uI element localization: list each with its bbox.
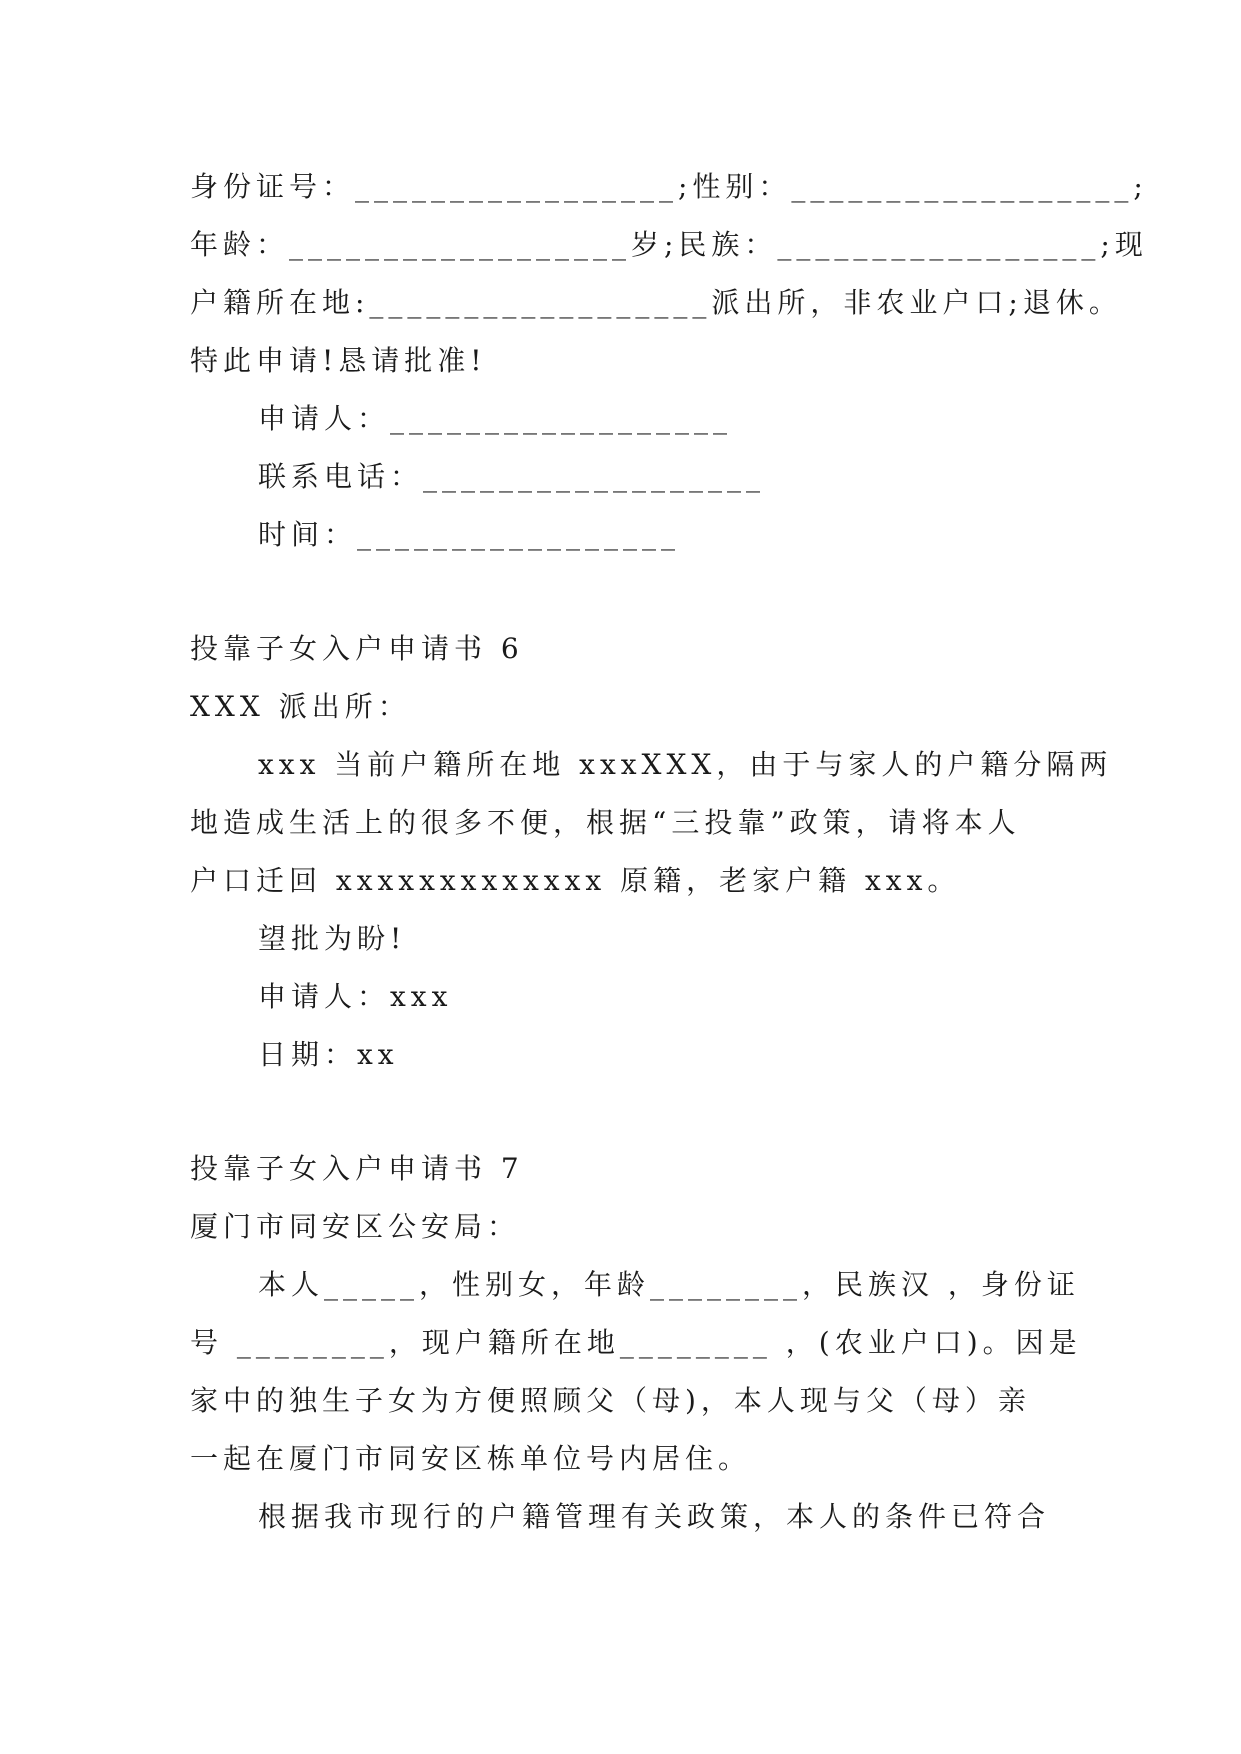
request-approval-line: 特此申请!恳请批准! xyxy=(190,344,487,377)
body-7-line-4: 一起在厦门市同安区栋单位号内居住。 xyxy=(190,1442,752,1475)
id-gender-line: 身份证号：_________________;性别：__________________; xyxy=(190,170,1148,203)
section-title-6: 投靠子女入户申请书 6 xyxy=(190,632,524,665)
closing-6: 望批为盼! xyxy=(258,922,407,955)
section-title-7: 投靠子女入户申请书 7 xyxy=(190,1152,524,1185)
body-6-line-2: 地造成生活上的很多不便，根据“三投靠”政策，请将本人 xyxy=(190,806,1021,839)
body-7-line-1: 本人_____，性别女，年龄________，民族汉 ，身份证 xyxy=(258,1268,1080,1301)
body-7-line-5: 根据我市现行的户籍管理有关政策，本人的条件已符合 xyxy=(258,1500,1051,1533)
age-ethnicity-line: 年龄：__________________岁;民族：_________________;现 xyxy=(190,228,1148,261)
household-location-line: 户籍所在地:__________________派出所，非农业户口;退休。 xyxy=(190,286,1122,319)
body-6-line-1: xxx 当前户籍所在地 xxxXXX，由于与家人的户籍分隔两 xyxy=(258,748,1113,781)
date-6: 日期：xx xyxy=(258,1038,399,1071)
applicant-6: 申请人：xxx xyxy=(258,980,453,1013)
addressee-7: 厦门市同安区公安局： xyxy=(190,1210,521,1243)
time-line: 时间：_________________ xyxy=(258,518,681,551)
phone-line: 联系电话：__________________ xyxy=(258,460,766,493)
addressee-6: XXX 派出所： xyxy=(190,690,411,723)
body-7-line-2: 号 ________，现户籍所在地________ ，(农业户口)。因是 xyxy=(190,1326,1082,1359)
body-6-line-3: 户口迁回 xxxxxxxxxxxxx 原籍，老家户籍 xxx。 xyxy=(190,864,961,897)
body-7-line-3: 家中的独生子女为方便照顾父（母)，本人现与父（母）亲 xyxy=(190,1384,1031,1417)
applicant-line: 申请人：__________________ xyxy=(258,402,733,435)
